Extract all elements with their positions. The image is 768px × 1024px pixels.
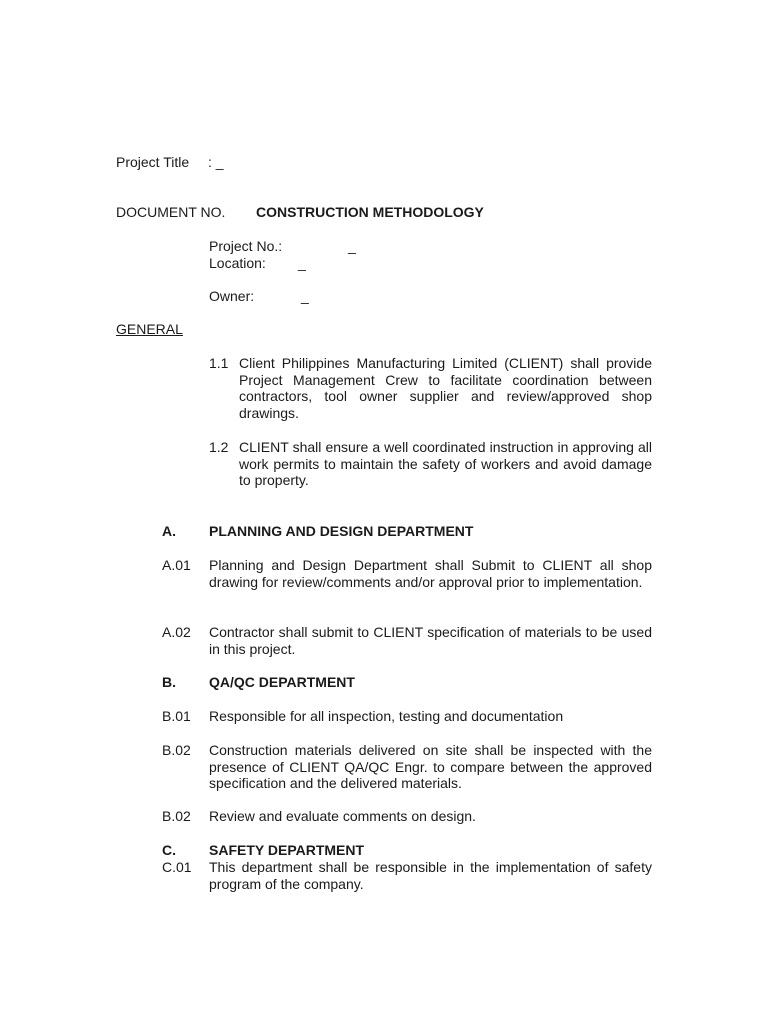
general-item — [209, 355, 652, 422]
section-item — [162, 742, 652, 792]
item-number: 1.2 — [209, 439, 229, 455]
item-text: This department shall be responsible in the implementation of safety program of the company. — [209, 859, 652, 892]
item-text: Responsible for all inspection, testing and documentation — [209, 708, 564, 724]
item-number: C.01 — [162, 859, 192, 875]
project-title-value: : _ — [208, 154, 224, 170]
item-text: CLIENT shall ensure a well coordinated instruction in approving all work permits to maintain the safety of workers and avoid damage to property. — [239, 439, 652, 489]
section-letter: A. — [162, 523, 176, 539]
item-number: B.02 — [162, 742, 191, 758]
document-no-label: DOCUMENT NO. — [116, 204, 226, 220]
location-label: Location: — [209, 255, 266, 271]
section-item — [162, 557, 652, 590]
item-number: B.01 — [162, 708, 191, 724]
item-text: Planning and Design Department shall Submit to CLIENT all shop drawing for review/comments and/or approval prior to implementation. — [209, 557, 652, 590]
owner-label: Owner: — [209, 288, 255, 304]
owner-value: _ — [301, 288, 309, 304]
item-text: Contractor shall submit to CLIENT specification of materials to be used in this project. — [209, 624, 652, 657]
item-number: A.01 — [162, 557, 191, 573]
document-title: CONSTRUCTION METHODOLOGY — [256, 204, 484, 220]
item-number: B.02 — [162, 808, 191, 824]
general-item — [209, 439, 652, 489]
section-title: PLANNING AND DESIGN DEPARTMENT — [209, 523, 474, 539]
section-item — [162, 808, 652, 825]
location-value: _ — [298, 255, 306, 271]
item-text: Review and evaluate comments on design. — [209, 808, 476, 824]
section-letter: C. — [162, 842, 176, 858]
item-text: Client Philippines Manufacturing Limited (CLIENT) shall provide Project Management Crew to facilitate coordination between contractors, tool owner supplier and review/approved shop drawings. — [239, 355, 652, 422]
item-number: A.02 — [162, 624, 191, 640]
section-letter: B. — [162, 674, 176, 690]
section-item — [162, 708, 652, 725]
section-title: QA/QC DEPARTMENT — [209, 674, 355, 690]
project-no-label: Project No.: — [209, 238, 283, 254]
section-item — [162, 624, 652, 657]
item-number: 1.1 — [209, 355, 229, 371]
item-text: Construction materials delivered on site shall be inspected with the presence of CLIENT QA/QC Engr. to compare between the approved specification and the delivered materials. — [209, 742, 652, 792]
section-item — [162, 859, 652, 892]
project-no-value: _ — [348, 238, 356, 254]
project-title-label: Project Title — [116, 154, 190, 170]
section-title: SAFETY DEPARTMENT — [209, 842, 365, 858]
general-heading: GENERAL — [116, 321, 183, 337]
